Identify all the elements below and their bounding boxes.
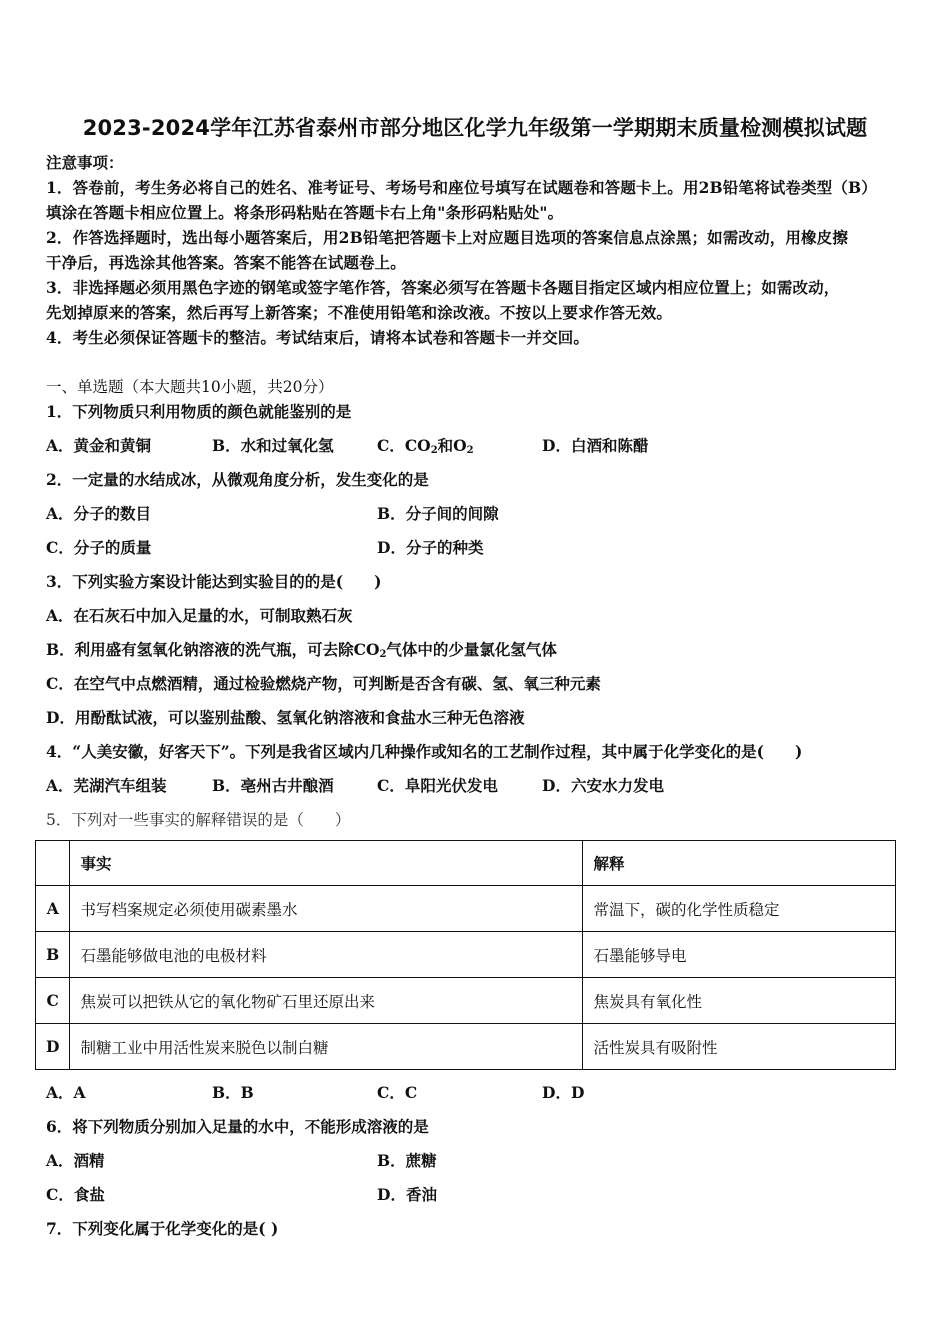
row-explain: 焦炭具有氧化性	[583, 978, 896, 1024]
row-fact: 制糖工业中用活性炭来脱色以制白糖	[70, 1024, 583, 1070]
option-c: C．食盐	[46, 1185, 105, 1204]
option-c	[377, 436, 474, 461]
table-cell	[36, 841, 70, 886]
row-explain: 石墨能够导电	[583, 932, 896, 978]
row-fact: 石墨能够做电池的电极材料	[70, 932, 583, 978]
subscript: 2	[466, 445, 474, 456]
table-header-explain: 解释	[583, 841, 896, 886]
subscript: 2	[379, 649, 387, 660]
row-fact: 焦炭可以把铁从它的氧化物矿石里还原出来	[70, 978, 583, 1024]
note-line: 先划掉原来的答案，然后再写上新答案；不准使用铅笔和涂改液。不按以上要求作答无效。	[46, 303, 673, 322]
row-key: B	[36, 932, 70, 978]
option-b: B．蔗糖	[377, 1151, 437, 1170]
option-a: A．芜湖汽车组装	[46, 776, 167, 795]
note-line: 填涂在答题卡相应位置上。将条形码粘贴在答题卡右上角"条形码粘贴处"。	[46, 203, 564, 222]
question-stem: 4．“人美安徽，好客天下”。下列是我省区域内几种操作或知名的工艺制作过程，其中属于化学变化的是( )	[46, 742, 803, 761]
table-header-fact: 事实	[70, 841, 583, 886]
row-key: C	[36, 978, 70, 1024]
table-row	[36, 978, 896, 1024]
option-d: D．用酚酞试液，可以鉴别盐酸、氢氧化钠溶液和食盐水三种无色溶液	[46, 708, 525, 727]
section-heading: 一、单选题（本大题共10小题，共20分）	[46, 378, 334, 396]
option-b: B．分子间的间隙	[377, 504, 499, 523]
option-c-text: 和O	[437, 436, 467, 455]
note-line: 2．作答选择题时，选出每小题答案后，用2B铅笔把答题卡上对应题目选项的答案信息点涂黑；如需改动，用橡皮擦	[46, 228, 848, 247]
option-c-text: C．CO	[377, 436, 431, 455]
option-c: C．分子的质量	[46, 538, 152, 557]
row-explain: 活性炭具有吸附性	[583, 1024, 896, 1070]
question-stem: 6．将下列物质分别加入足量的水中，不能形成溶液的是	[46, 1117, 429, 1136]
question-stem: 3．下列实验方案设计能达到实验目的的是( )	[46, 572, 382, 591]
row-key: D	[36, 1024, 70, 1070]
option-d: D．D	[542, 1083, 585, 1102]
option-d: D．香油	[377, 1185, 437, 1204]
note-line: 3．非选择题必须用黑色字迹的钢笔或签字笔作答，答案必须写在答题卡各题目指定区域内相应位置上；如需改动，	[46, 278, 840, 297]
row-explain: 常温下，碳的化学性质稳定	[583, 886, 896, 932]
note-line: 干净后，再选涂其他答案。答案不能答在试题卷上。	[46, 253, 406, 272]
question-stem: 1．下列物质只利用物质的颜色就能鉴别的是	[46, 402, 352, 421]
page-title: 2023-2024学年江苏省泰州市部分地区化学九年级第一学期期末质量检测模拟试题	[82, 116, 868, 140]
option-d: D．白酒和陈醋	[542, 436, 649, 455]
option-b: B．水和过氧化氢	[212, 436, 334, 455]
question-stem: 5．下列对一些事实的解释错误的是（ ）	[46, 811, 351, 829]
row-key: A	[36, 886, 70, 932]
row-fact: 书写档案规定必须使用碳素墨水	[70, 886, 583, 932]
subscript: 2	[430, 445, 438, 456]
table-header-row	[36, 841, 896, 886]
option-a: A．A	[46, 1083, 86, 1102]
table-row	[36, 1024, 896, 1070]
option-d: D．分子的种类	[377, 538, 484, 557]
option-d: D．六安水力发电	[542, 776, 664, 795]
question-stem: 2．一定量的水结成冰，从微观角度分析，发生变化的是	[46, 470, 429, 489]
option-a: A．酒精	[46, 1151, 105, 1170]
option-a: A．在石灰石中加入足量的水，可制取熟石灰	[46, 606, 353, 625]
notes-heading: 注意事项：	[46, 153, 124, 172]
option-b: B．B	[212, 1083, 254, 1102]
table-row	[36, 886, 896, 932]
table-row	[36, 932, 896, 978]
question-stem: 7．下列变化属于化学变化的是( )	[46, 1219, 279, 1238]
option-b-text: B．利用盛有氢氧化钠溶液的洗气瓶，可去除CO	[46, 640, 380, 659]
note-line: 4．考生必须保证答题卡的整洁。考试结束后，请将本试卷和答题卡一并交回。	[46, 328, 590, 347]
option-b: B．亳州古井酿酒	[212, 776, 334, 795]
option-c: C．阜阳光伏发电	[377, 776, 498, 795]
option-b-text: 气体中的少量氯化氢气体	[386, 640, 557, 659]
option-a: A．黄金和黄铜	[46, 436, 152, 455]
option-a: A．分子的数目	[46, 504, 152, 523]
facts-table	[35, 840, 896, 1070]
option-c: C．C	[377, 1083, 418, 1102]
note-line: 1．答卷前，考生务必将自己的姓名、准考证号、考场号和座位号填写在试题卷和答题卡上。用2B铅笔将试卷类型（B）	[46, 178, 877, 197]
option-c: C．在空气中点燃酒精，通过检验燃烧产物，可判断是否含有碳、氢、氧三种元素	[46, 674, 601, 693]
option-b	[46, 640, 557, 665]
